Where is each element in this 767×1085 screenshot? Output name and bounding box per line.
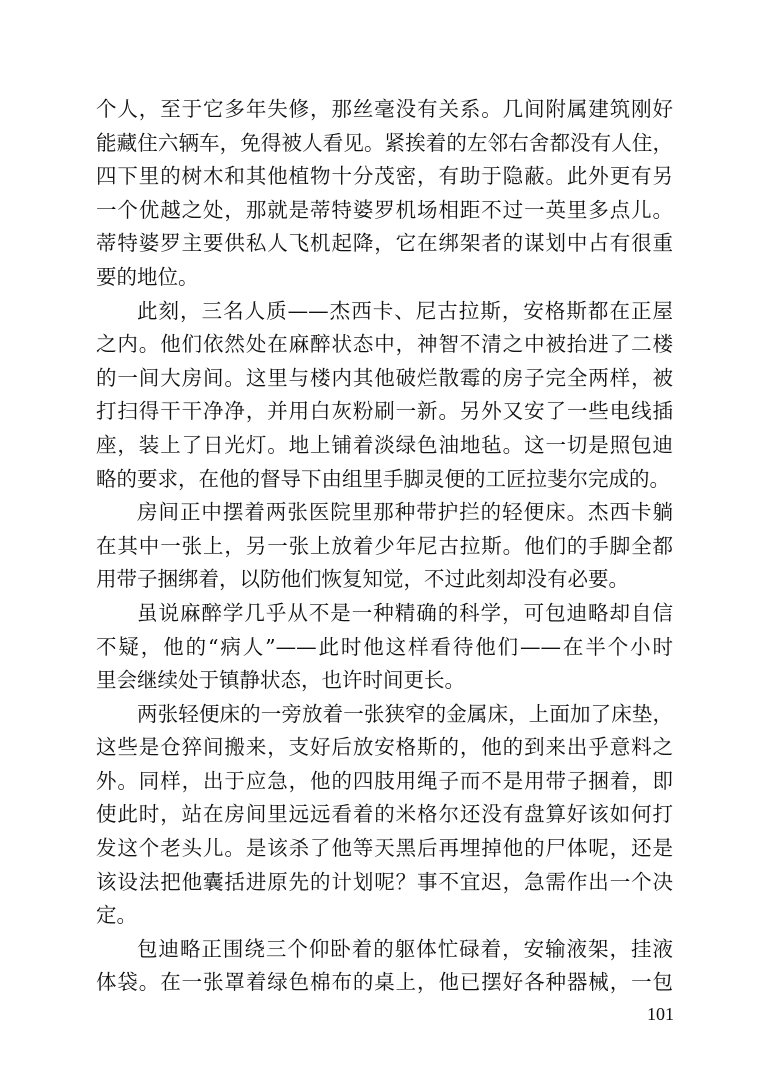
text-line: 该设法把他囊括进原先的计划呢？事不宜迟，急需作出一个决 (96, 869, 673, 894)
text-line: 里会继续处于镇静状态，也许时间更长。 (96, 668, 465, 693)
paragraph (96, 597, 673, 698)
paragraph (96, 698, 673, 933)
paragraph (96, 93, 673, 295)
page-number: 101 (647, 1004, 674, 1024)
paragraph (96, 496, 673, 597)
paragraph (96, 295, 673, 497)
paragraph (96, 933, 673, 1000)
text-line: 定。 (96, 903, 137, 928)
text-line: 能藏住六辆车，免得被人看见。紧挨着的左邻右舍都没有人住， (96, 130, 673, 155)
text-line: 包迪略正围绕三个仰卧着的躯体忙碌着，安输液架，挂液 (137, 936, 673, 961)
text-line: 要的地位。 (96, 264, 199, 289)
text-line: 打扫得干干净净，并用白灰粉刷一新。另外又安了一些电线插 (96, 399, 673, 424)
text-line: 体袋。在一张罩着绿色棉布的桌上，他已摆好各种器械，一包 (96, 970, 673, 995)
text-line: 外。同样，出于应急，他的四肢用绳子而不是用带子捆着，即 (96, 768, 673, 793)
text-line: 这些是仓猝间搬来，支好后放安格斯的，他的到来出乎意料之 (96, 735, 673, 760)
text-line: 个人，至于它多年失修，那丝毫没有关系。几间附属建筑刚好 (96, 97, 673, 121)
text-line: 四下里的树木和其他植物十分茂密，有助于隐蔽。此外更有另 (96, 164, 673, 189)
body-text (96, 93, 673, 1000)
text-line: 两张轻便床的一旁放着一张狭窄的金属床，上面加了床垫， (137, 701, 673, 726)
text-line: 之内。他们依然处在麻醉状态中，神智不清之中被抬进了二楼 (96, 332, 673, 357)
text-line: 此刻，三名人质——杰西卡、尼古拉斯，安格斯都在正屋 (137, 298, 673, 323)
text-line: 使此时，站在房间里远远看着的米格尔还没有盘算好该如何打 (96, 802, 673, 827)
text-line: 不疑，他的“病人”——此时他这样看待他们——在半个小时 (96, 634, 673, 659)
text-line: 座，装上了日光灯。地上铺着淡绿色油地毡。这一切是照包迪 (96, 432, 673, 457)
text-line: 略的要求，在他的督导下由组里手脚灵便的工匠拉斐尔完成的。 (96, 466, 670, 491)
text-line: 在其中一张上，另一张上放着少年尼古拉斯。他们的手脚全都 (96, 533, 673, 558)
text-line: 虽说麻醉学几乎从不是一种精确的科学，可包迪略却自信 (137, 600, 673, 625)
text-line: 的一间大房间。这里与楼内其他破烂散霉的房子完全两样，被 (96, 365, 673, 390)
text-line: 用带子捆绑着，以防他们恢复知觉，不过此刻却没有必要。 (96, 567, 629, 592)
text-line: 一个优越之处，那就是蒂特婆罗机场相距不过一英里多点儿。 (96, 197, 673, 222)
text-line: 房间正中摆着两张医院里那种带护拦的轻便床。杰西卡躺 (137, 500, 673, 525)
text-line: 发这个老头儿。是该杀了他等天黑后再埋掉他的尸体呢，还是 (96, 836, 673, 861)
text-line: 蒂特婆罗主要供私人飞机起降，它在绑架者的谋划中占有很重 (96, 231, 673, 256)
